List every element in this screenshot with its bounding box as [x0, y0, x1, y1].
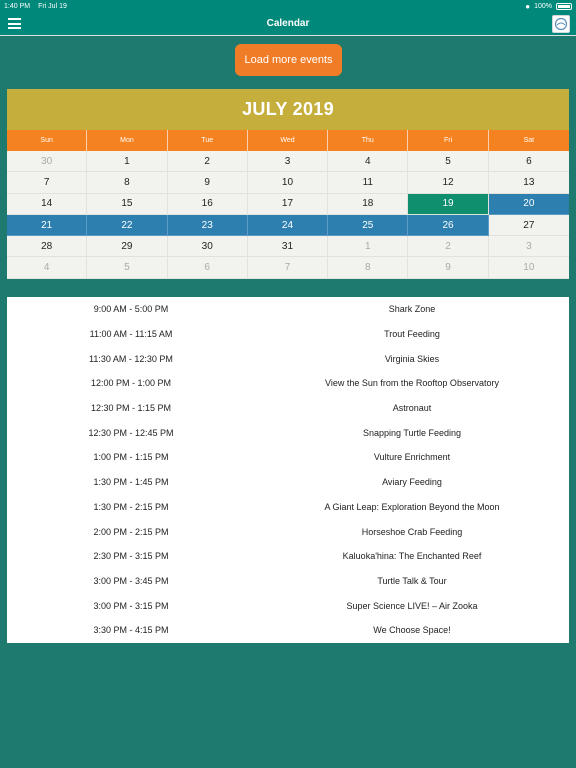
calendar-day[interactable]: 3 [489, 236, 569, 257]
calendar-day[interactable]: 29 [87, 236, 167, 257]
status-bar [0, 0, 576, 12]
event-title: Super Science LIVE! – Air Zooka [346, 600, 478, 611]
calendar-day[interactable]: 6 [168, 257, 248, 278]
event-title: A Giant Leap: Exploration Beyond the Moon [324, 501, 500, 512]
battery-icon [556, 3, 572, 10]
calendar-day[interactable]: 7 [248, 257, 328, 278]
menu-icon[interactable] [8, 18, 21, 29]
weekday-header-sat: Sat [489, 130, 569, 151]
event-row[interactable] [7, 322, 569, 347]
calendar-day[interactable]: 9 [168, 172, 248, 193]
event-title: Astronaut [392, 403, 432, 414]
event-row[interactable] [7, 420, 569, 445]
calendar-grid [7, 151, 569, 279]
event-row[interactable] [7, 371, 569, 396]
calendar-day[interactable]: 21 [7, 215, 87, 236]
calendar-month-title: JULY 2019 [7, 89, 569, 130]
event-time: 12:30 PM - 1:15 PM [90, 403, 172, 414]
load-more-button[interactable]: Load more events [235, 44, 342, 76]
calendar-day[interactable]: 24 [248, 215, 328, 236]
events-list [7, 297, 569, 643]
event-title: Shark Zone [388, 304, 436, 315]
weekday-header-wed: Wed [248, 130, 328, 151]
calendar-day[interactable]: 18 [328, 194, 408, 215]
calendar-day[interactable]: 13 [489, 172, 569, 193]
battery-percent: 100% [534, 2, 552, 10]
calendar-day[interactable]: 5 [408, 151, 488, 172]
calendar-day[interactable]: 6 [489, 151, 569, 172]
wifi-icon: ● [525, 1, 531, 11]
event-time: 9:00 AM - 5:00 PM [93, 304, 169, 315]
event-row[interactable] [7, 495, 569, 520]
event-title: Turtle Talk & Tour [377, 575, 447, 586]
event-row[interactable] [7, 470, 569, 495]
event-time: 3:30 PM - 4:15 PM [93, 625, 169, 636]
event-title: Vulture Enrichment [373, 452, 451, 463]
weekday-header-sun: Sun [7, 130, 87, 151]
calendar-day[interactable]: 8 [328, 257, 408, 278]
event-title: Kaluoka'hina: The Enchanted Reef [342, 551, 482, 562]
event-row[interactable] [7, 569, 569, 594]
event-time: 11:00 AM - 11:15 AM [89, 329, 173, 340]
app-logo-icon[interactable] [552, 15, 570, 33]
calendar-day[interactable]: 26 [408, 215, 488, 236]
event-row[interactable] [7, 396, 569, 421]
calendar-day[interactable]: 3 [248, 151, 328, 172]
calendar-day[interactable]: 23 [168, 215, 248, 236]
calendar-day[interactable]: 17 [248, 194, 328, 215]
event-row[interactable] [7, 297, 569, 322]
calendar-day[interactable]: 1 [87, 151, 167, 172]
calendar-day[interactable]: 30 [7, 151, 87, 172]
calendar-day[interactable]: 10 [248, 172, 328, 193]
event-time: 12:00 PM - 1:00 PM [90, 378, 172, 389]
calendar-day[interactable]: 8 [87, 172, 167, 193]
calendar-day[interactable]: 4 [328, 151, 408, 172]
calendar-day[interactable]: 11 [328, 172, 408, 193]
event-title: Snapping Turtle Feeding [362, 427, 462, 438]
event-title: Aviary Feeding [382, 477, 442, 488]
event-row[interactable] [7, 544, 569, 569]
calendar-day[interactable]: 4 [7, 257, 87, 278]
event-title: Horseshoe Crab Feeding [361, 526, 463, 537]
event-time: 2:30 PM - 3:15 PM [93, 551, 169, 562]
weekday-header-fri: Fri [408, 130, 488, 151]
event-row[interactable] [7, 593, 569, 618]
calendar-day[interactable]: 30 [168, 236, 248, 257]
calendar-day[interactable]: 16 [168, 194, 248, 215]
status-date: Fri Jul 19 [38, 2, 67, 10]
event-time: 3:00 PM - 3:45 PM [93, 575, 169, 586]
calendar-day[interactable]: 19 [408, 194, 488, 215]
event-time: 1:00 PM - 1:15 PM [93, 452, 169, 463]
calendar-day[interactable]: 15 [87, 194, 167, 215]
calendar-day[interactable]: 1 [328, 236, 408, 257]
weekday-header-mon: Mon [87, 130, 167, 151]
calendar-day[interactable]: 9 [408, 257, 488, 278]
event-title: Virginia Skies [384, 353, 440, 364]
calendar-weekdays [7, 130, 569, 151]
calendar-day[interactable]: 27 [489, 215, 569, 236]
event-title: We Choose Space! [373, 625, 451, 636]
event-time: 3:00 PM - 3:15 PM [93, 600, 169, 611]
calendar-day[interactable]: 5 [87, 257, 167, 278]
calendar-day[interactable]: 25 [328, 215, 408, 236]
status-time: 1:40 PM [4, 2, 31, 10]
calendar-day[interactable]: 7 [7, 172, 87, 193]
calendar [7, 89, 569, 279]
calendar-day[interactable]: 2 [408, 236, 488, 257]
calendar-day[interactable]: 10 [489, 257, 569, 278]
calendar-day[interactable]: 12 [408, 172, 488, 193]
calendar-day[interactable]: 2 [168, 151, 248, 172]
event-row[interactable] [7, 346, 569, 371]
event-time: 11:30 AM - 12:30 PM [89, 353, 173, 364]
event-row[interactable] [7, 618, 569, 643]
event-time: 1:30 PM - 2:15 PM [93, 501, 169, 512]
event-row[interactable] [7, 519, 569, 544]
page-title: Calendar [266, 18, 310, 29]
weekday-header-thu: Thu [328, 130, 408, 151]
nav-bar [0, 12, 576, 36]
event-row[interactable] [7, 445, 569, 470]
calendar-day[interactable]: 20 [489, 194, 569, 215]
event-time: 1:30 PM - 1:45 PM [93, 477, 169, 488]
calendar-day[interactable]: 22 [87, 215, 167, 236]
event-title: Trout Feeding [384, 329, 440, 340]
event-time: 2:00 PM - 2:15 PM [93, 526, 169, 537]
event-title: View the Sun from the Rooftop Observatory [325, 378, 499, 389]
calendar-day[interactable]: 14 [7, 194, 87, 215]
calendar-day[interactable]: 28 [7, 236, 87, 257]
weekday-header-tue: Tue [168, 130, 248, 151]
event-time: 12:30 PM - 12:45 PM [88, 427, 174, 438]
calendar-day[interactable]: 31 [248, 236, 328, 257]
